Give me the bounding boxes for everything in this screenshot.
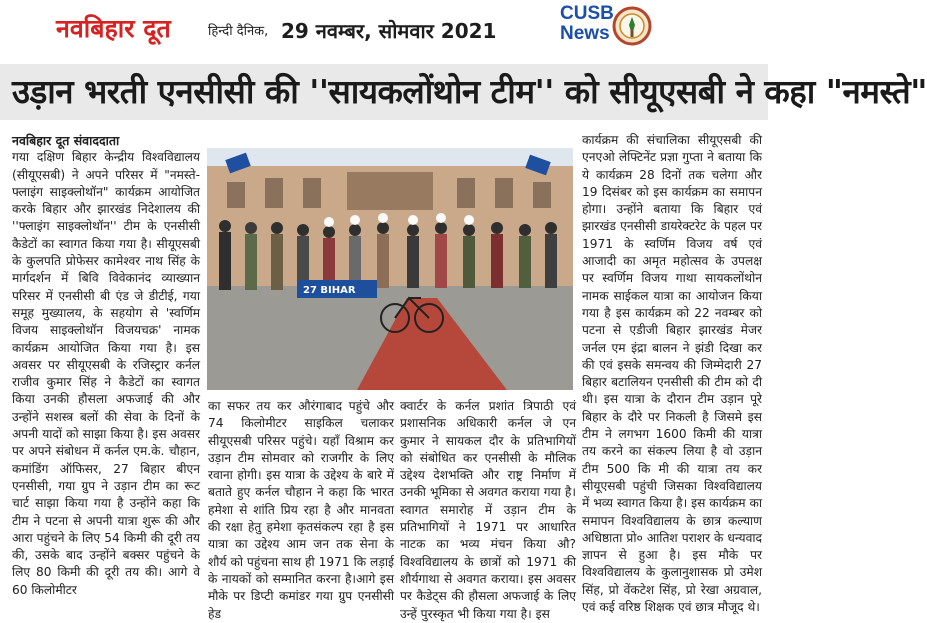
article-column-4 (582, 132, 762, 615)
group-photo-illustration (207, 148, 573, 390)
article-column-3 (400, 398, 576, 621)
column-3-text: क्वार्टर के कर्नल प्रशांत त्रिपाठी एवं प्रशासनिक अधिकारी कर्नल जे एन कुमार ने सायकल दौर के प्रतिभागियों को संबोधित कर एनसीसी के मौलिक उद्देश्य देशभक्ति और राष्ट्र निर्माण में उनकी भूमिका से अवगत कराया गया है। स्वागत समारोह में उड़ान टीम के प्रतिभागियों ने 1971 पर आधारित नाटक का भव्य मंचन किया औ? विश्वविद्यालय के छात्रों को 1971 की शौर्यगाथा से अवगत कराया। इस अवसर पर कैडेट्स की हौसला अफजाई के लिए उन्हें पुरस्कृत भी किया गया है। इस (400, 399, 576, 621)
newspaper-name: नवबिहार दूत (56, 14, 171, 43)
group-photo (207, 148, 573, 390)
column-2-text: का सफर तय कर औरंगाबाद पहुंचे और 74 किलोमीटर साइकिल चलाकर सीयूएसबी परिसर पहुंचे। यहाँ विश्राम कर उड़ान टीम सोमवार को राजगीर के लिए रवाना होगी। इस यात्रा के उद्देश्य के बारे में बताते हुए कर्नल चौहान ने कहा कि भारत हमेशा से शांति प्रिय रहा है और मानवता की रक्षा हेतु हमेशा कृतसंकल्प रहा है इस यात्रा का उद्देश्य आम जन तक सेना के शौर्य को पहुंचना साथ ही 1971 कि लड़ाई के नायकों को सम्मानित करना है।आगे इस मौके पर डिप्टी कमांडर गया ग्रुप एनसीसी हेड (208, 399, 394, 621)
university-emblem-icon (612, 6, 652, 46)
column-4-text: कार्यक्रम की संचालिका सीयूएसबी की एनएओ लेफ्टिनेंट प्रज्ञा गुप्ता ने बताया कि ये कार्यक्रम 28 दिनों तक चलेगा और 19 दिसंबर को इस कार्यक्रम का समापन होगा। उन्होंने बताया कि बिहार एवं झारखंड एनसीसी डायरेक्टरेट के पहल पर 1971 के स्वर्णिम विजय वर्ष एवं आजादी का अमृत महोत्सव के उपलक्ष पर स्वर्णिम विजय गाथा सायकलोंथोन नामक साईकल यात्रा का आयोजन किया गया है इस कार्यक्रम को 22 नवम्बर को पटना से एडीजी बिहार झारखंड मेजर जर्नल एम इंद्रा बालन ने झंडी दिखा कर की एवं इसके समन्वय की जिम्मेदारी 27 बिहार बटालियन एनसीसी की टीम को दी थी। इस यात्रा के दौरान टीम उड़ान पूरे बिहार के दौरे पर निकली है जिसमे इस टीम ने लगभग 1600 किमी की यात्रा तय करने का संकल्प लिया है वो उड़ान टीम 500 कि मी की यात्रा तय कर सीयूएसबी पहुंची जिसका विश्वविद्यालय में भव्य स्वागत किया है। इस कार्यक्रम का समापन विश्वविद्यालय के छात्र कल्याण अधिष्ठाता प्रो० आतिश पराशर के धन्यवाद ज्ञापन से हुआ है। इस मौके पर विश्वविद्यालय के कुलानुशासक प्रो उमेश सिंह, प्रो वेंकटेश सिंह, प्रो रेखा अग्रवाल, एवं कई वरिष्ठ शिक्षक एवं छात्र मौजूद थे। (582, 133, 762, 615)
badge-line-1: CUSB (560, 3, 614, 24)
headline: उड़ान भरती एनसीसी की ''सायकलोंथोन टीम'' को सीयूएसबी ने कहा "नमस्ते" (12, 72, 927, 111)
column-1-text: गया दक्षिण बिहार केन्द्रीय विश्वविद्यालय (सीयूएसबी) ने अपने परिसर में "नमस्ते-फ्लाइंग साइक्लोथॉन" कार्यक्रम आयोजित करके बिहार और झारखंड निदेशालय की ''फ्लाइंग साइक्लोथॉन'' टीम के एनसीसी कैडेटों का स्वागत किया गया है। सीयूएसबी के कुलपति प्रोफेसर कामेश्वर नाथ सिंह के मार्गदर्शन में बिवि विवेकानंद व्याख्यान परिसर में एनसीसी बी एंड जे डीटीई, गया समूह मुख्यालय, के सहयोग से 'स्वर्णिम विजय साइक्लोथॉन विजयचक्र' नामक कार्यक्रम आयोजित किया गया है। इस अवसर पर सीयूएसबी के रजिस्ट्रार कर्नल राजीव कुमार सिंह ने कैडेटों का स्वागत किया उनकी हौसला अफजाई की और उन्होंने सशस्त्र बलों की सेवा के दिनों के अपनी यादों को साझा किया है। इस अवसर पर अपने संबोधन में कर्नल एम.के. चौहान, कमांडिंग ऑफिसर, 27 बिहार बीएन एनसीसी, गया ग्रुप ने उड़ान टीम का रूट चार्ट साझा किया गया है उन्होंने कहा कि टीम ने पटना से अपनी यात्रा शुरू की और आरा पहुंचने के लिए 54 किमी की दूरी तय की, उसके बाद उन्होंने बक्सर पहुंचने के लिए 80 किमी की दूरी तय की। आगे वे 60 किलोमीटर (12, 150, 200, 597)
cusb-news-badge (560, 4, 614, 44)
badge-line-2: News (560, 23, 610, 44)
byline: नवबिहार दूत संवाददाता (12, 133, 120, 148)
article-column-1 (12, 132, 200, 612)
daily-label: हिन्दी दैनिक, (208, 24, 269, 39)
article-column-2 (208, 398, 394, 621)
masthead (0, 0, 768, 64)
issue-date: 29 नवम्बर, सोमवार 2021 (281, 19, 497, 43)
photo-banner-text: 27 BIHAR (303, 285, 356, 296)
